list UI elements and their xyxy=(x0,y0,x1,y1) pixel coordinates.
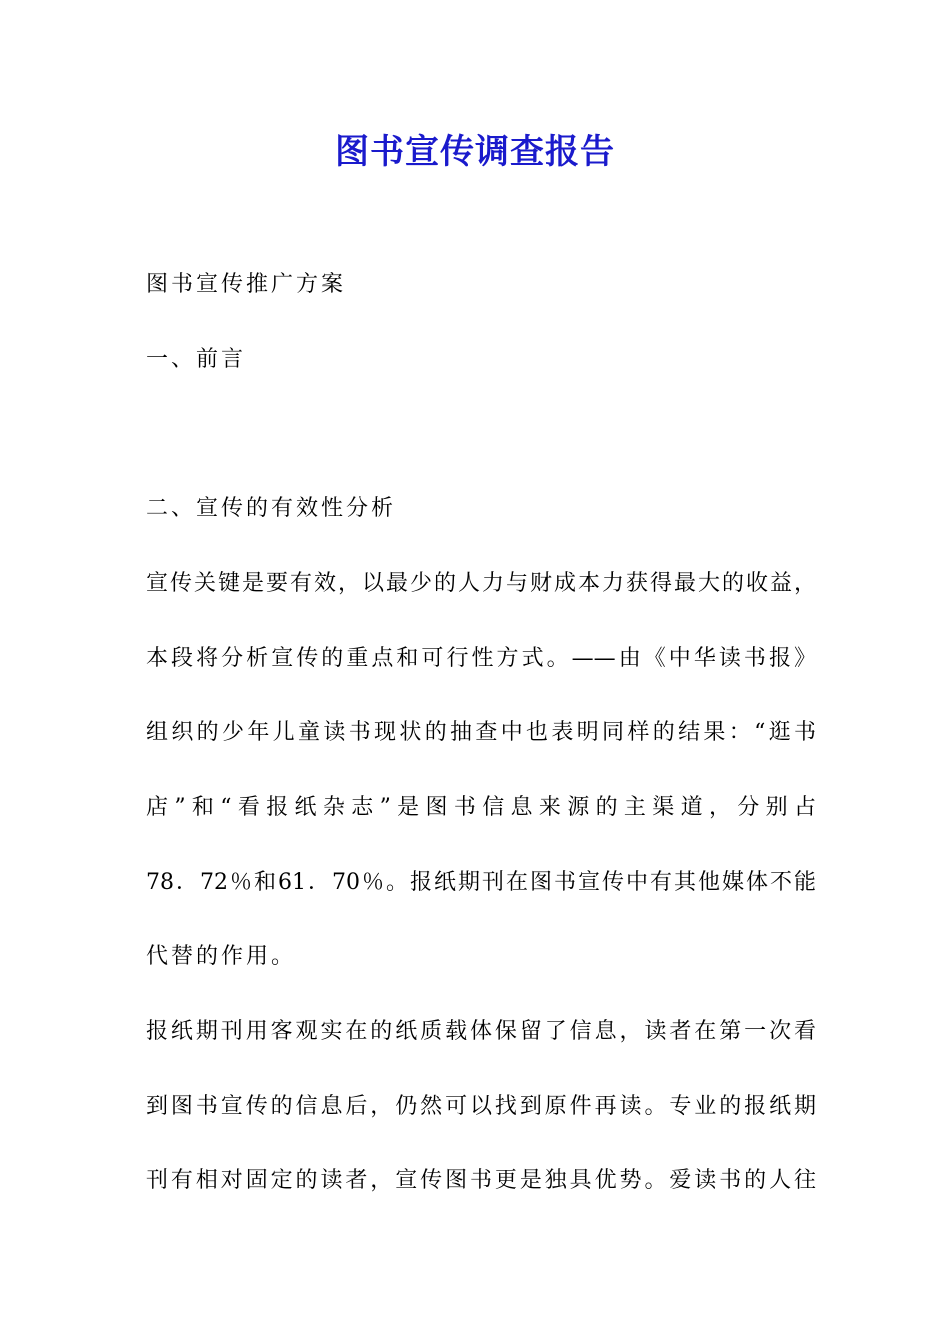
paragraph-line: 代替的作用。 xyxy=(146,944,297,969)
paragraph-line: 店”和“看报纸杂志”是图书信息来源的主渠道，分别占 xyxy=(146,795,816,820)
paragraph-line: 78．72％和61．70％。报纸期刊在图书宣传中有其他媒体不能 xyxy=(146,870,816,895)
document-title: 图书宣传调查报告 xyxy=(335,132,615,172)
paragraph-line: 宣传关键是要有效，以最少的人力与财成本力获得最大的收益， xyxy=(146,571,816,596)
paragraph-line: 本段将分析宣传的重点和可行性方式。——由《中华读书报》 xyxy=(146,646,816,671)
section-heading-preface: 一、前言 xyxy=(146,347,247,372)
subtitle: 图书宣传推广方案 xyxy=(146,272,347,297)
paragraph-line: 到图书宣传的信息后，仍然可以找到原件再读。专业的报纸期 xyxy=(146,1094,816,1119)
paragraph-line: 报纸期刊用客观实在的纸质载体保留了信息，读者在第一次看 xyxy=(146,1019,816,1044)
section-heading-effectiveness: 二、宣传的有效性分析 xyxy=(146,496,397,521)
paragraph-line: 组织的少年儿童读书现状的抽查中也表明同样的结果：“逛书 xyxy=(146,720,816,745)
paragraph-line: 刊有相对固定的读者，宣传图书更是独具优势。爱读书的人往 xyxy=(146,1168,816,1193)
